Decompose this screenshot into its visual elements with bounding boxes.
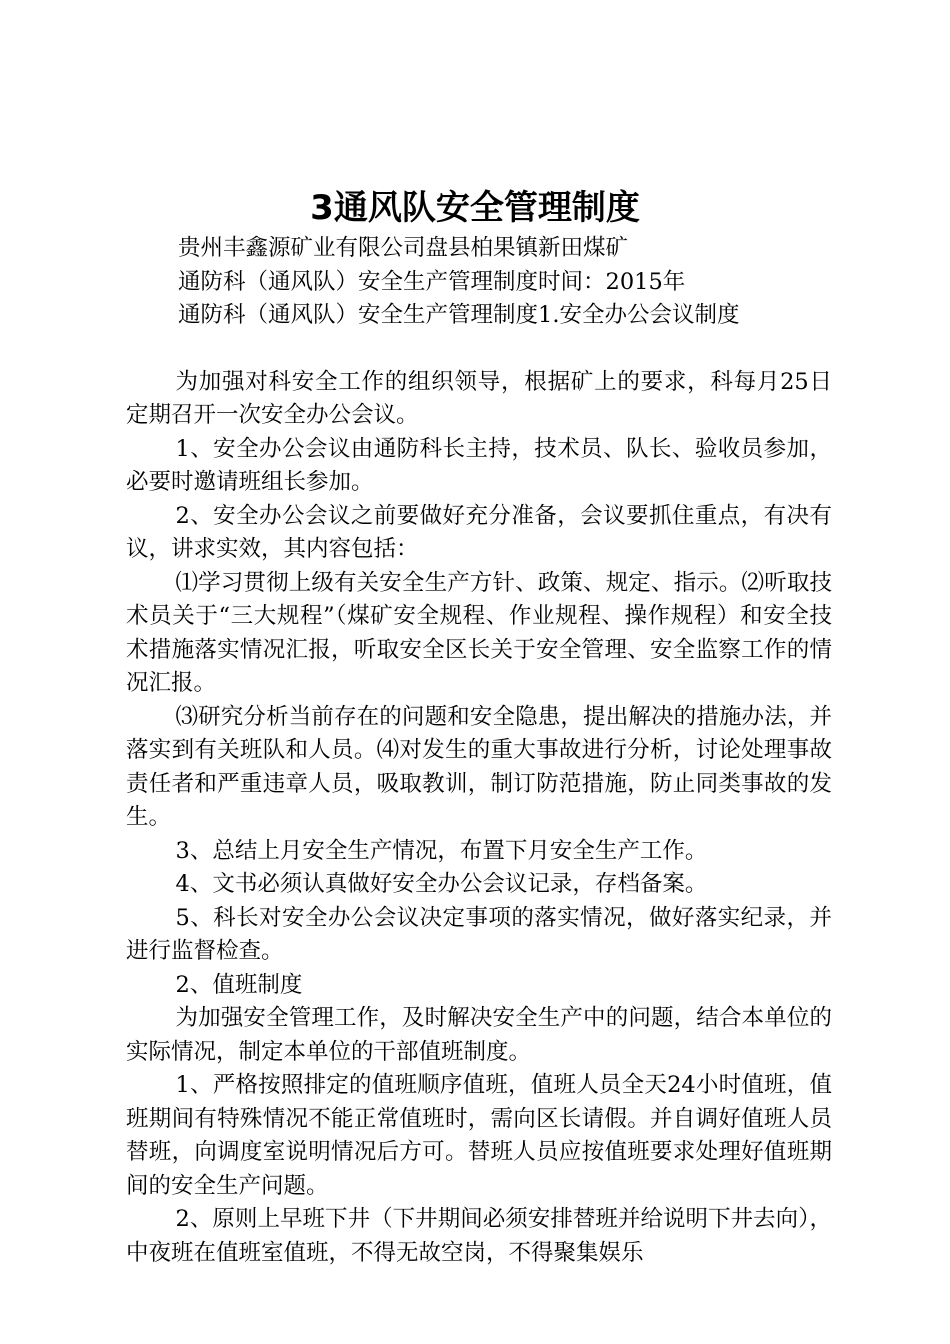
document-body xyxy=(126,232,832,1270)
paragraph: 4、文书必须认真做好安全办公会议记录，存档备案。 xyxy=(175,871,708,897)
section-heading: 2、值班制度 xyxy=(175,971,303,998)
paragraph: 1、安全办公会议由通防科长主持，技术员、队长、验收员参加，必要时邀请班组长参加。 xyxy=(126,435,832,495)
header-block xyxy=(178,232,832,333)
paragraph: 为加强对科安全工作的组织领导，根据矿上的要求，科每月25日定期召开一次安全办公会议。 xyxy=(126,368,832,428)
paragraph: ⑴学习贯彻上级有关安全生产方针、政策、规定、指示。⑵听取技术员关于“三大规程”（煤矿安全规程、作业规程、操作规程）和安全技术措施落实情况汇报，听取安全区长关于安全管理、安全监察工作的情况汇报。 xyxy=(126,569,832,696)
spacer xyxy=(126,333,832,366)
header-line-date: 通防科（通风队）安全生产管理制度时间：2015年 xyxy=(178,268,686,295)
paragraph: ⑶研究分析当前存在的问题和安全隐患，提出解决的措施办法，并落实到有关班队和人员。⑷对发生的重大事故进行分析，讨论处理事故责任者和严重违章人员，吸取教训，制订防范措施，防止同类事故的发生。 xyxy=(126,703,832,830)
header-line-company: 贵州丰鑫源矿业有限公司盘县柏果镇新田煤矿 xyxy=(178,235,629,261)
document-title: 3通风队安全管理制度 xyxy=(310,188,640,228)
paragraph: 5、科长对安全办公会议决定事项的落实情况，做好落实纪录，并进行监督检查。 xyxy=(126,904,832,964)
paragraph: 2、安全办公会议之前要做好充分准备，会议要抓住重点，有决有议，讲求实效，其内容包括： xyxy=(126,502,832,562)
paragraph: 为加强安全管理工作，及时解决安全生产中的问题，结合本单位的实际情况，制定本单位的干部值班制度。 xyxy=(126,1005,832,1065)
paragraph: 3、总结上月安全生产情况，布置下月安全生产工作。 xyxy=(175,837,708,864)
paragraph: 2、原则上早班下井（下井期间必须安排替班并给说明下井去向），中夜班在值班室值班，不得无故空岗，不得聚集娱乐 xyxy=(126,1206,832,1266)
header-line-section: 通防科（通风队）安全生产管理制度1.安全办公会议制度 xyxy=(178,302,740,328)
paragraph: 1、严格按照排定的值班顺序值班，值班人员全天24小时值班，值班期间有特殊情况不能正常值班时，需向区长请假。并自调好值班人员替班，向调度室说明情况后方可。替班人员应按值班要求处理好值班期间的安全生产问题。 xyxy=(126,1072,832,1199)
